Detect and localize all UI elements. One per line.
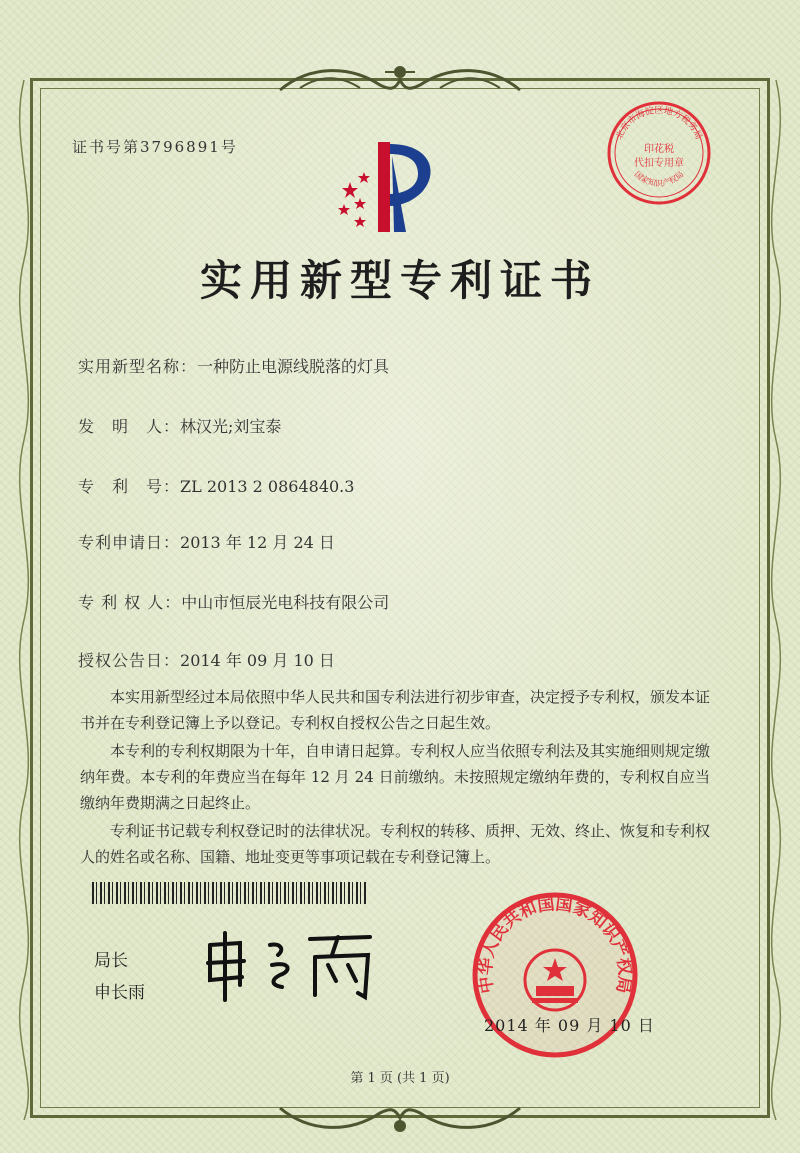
field-value: 2013 年 12 月 24 日 — [180, 533, 335, 552]
tax-seal-ring-text: 北京市海淀区地方税务局 — [614, 106, 704, 142]
seal-date: 2014 年 09 月 10 日 — [484, 1016, 655, 1035]
field-label: 实用新型名称： — [78, 357, 198, 376]
certificate-body — [80, 684, 710, 872]
top-ornament — [270, 60, 530, 100]
certificate-title: 实用新型专利证书 — [199, 256, 600, 305]
tax-seal-line-2: 代扣专用章 — [634, 158, 684, 169]
body-paragraph-1: 本实用新型经过本局依照中华人民共和国专利法进行初步审查，决定授予专利权，颁发本证书并在专利登记簿上予以登记。专利权自授权公告之日起生效。 — [80, 688, 711, 732]
field-value: 2014 年 09 月 10 日 — [180, 651, 335, 670]
field-value: ZL 2013 2 0864840.3 — [180, 477, 355, 496]
field-value: 一种防止电源线脱落的灯具 — [197, 357, 390, 376]
director-signature — [200, 925, 400, 1005]
tax-seal-bottom-text: 国家知识产权局 — [632, 169, 686, 188]
field-label: 授权公告日： — [78, 651, 181, 670]
barcode — [92, 882, 368, 904]
tax-seal-line-1: 印花税 — [644, 144, 674, 155]
left-flourish — [4, 80, 44, 1120]
tax-seal — [604, 98, 714, 208]
body-paragraph-3: 专利证书记载专利权登记时的法律状况。专利权的转移、质押、无效、终止、恢复和专利权人的姓名或名称、国籍、地址变更等事项记载在专利登记簿上。 — [80, 822, 711, 866]
patent-office-logo — [330, 132, 450, 242]
director-title: 局长 — [94, 951, 128, 971]
page-number: 第 1 页 (共 1 页) — [350, 1071, 450, 1086]
field-value: 林汉光;刘宝泰 — [180, 417, 282, 436]
field-inventors — [78, 414, 281, 437]
field-label: 专 利 权 人： — [78, 593, 182, 612]
bottom-ornament — [270, 1098, 530, 1138]
field-label: 发 明 人： — [78, 417, 181, 436]
certificate-number: 证书号第3796891号 — [72, 138, 238, 156]
field-label: 专 利 号： — [78, 477, 181, 496]
field-grant-date — [78, 648, 335, 671]
sipo-seal-ring-text: 中华人民共和国国家知识产权局 — [475, 894, 635, 995]
field-patentee — [78, 590, 389, 613]
right-flourish — [756, 80, 796, 1120]
field-label: 专利申请日： — [78, 533, 181, 552]
field-utility-name — [78, 354, 389, 377]
field-filing-date — [78, 530, 335, 553]
field-value: 中山市恒辰光电科技有限公司 — [181, 593, 390, 612]
field-patent-number — [78, 474, 354, 497]
body-paragraph-2: 本专利的专利权期限为十年，自申请日起算。专利权人应当依照专利法及其实施细则规定缴纳年费。本专利的年费应当在每年 12 月 24 日前缴纳。未按照规定缴纳年费的，专利权自应当缴纳年费期满之日起终止。 — [80, 742, 711, 812]
director-name: 申长雨 — [94, 983, 145, 1003]
